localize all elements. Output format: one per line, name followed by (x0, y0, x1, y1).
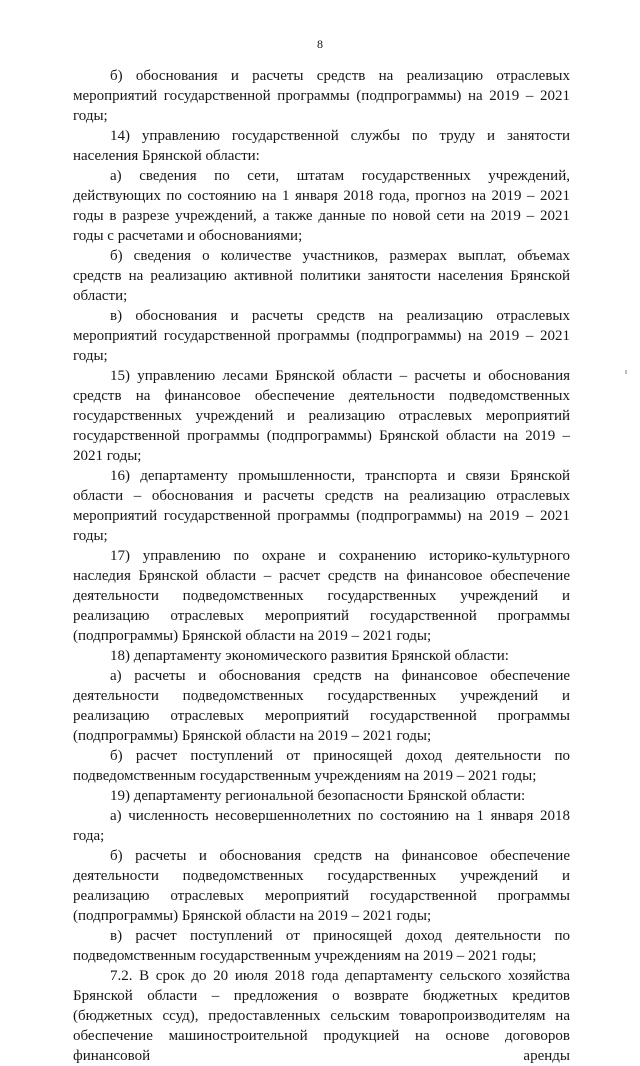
paragraph: в) расчет поступлений от приносящей доход деятельности по подведомственным государственным учреждениям на 2019 – 2021 годы; (73, 928, 570, 964)
page-number: 8 (317, 37, 323, 51)
scan-speck (625, 370, 627, 374)
paragraph: 16) департаменту промышленности, транспорта и связи Брянской области – обоснования и расчеты средств на реализацию отраслевых мероприятий государственной программы (подпрограммы) на 2019 – 2021 годы; (73, 468, 570, 544)
document-body (73, 66, 570, 1066)
paragraph: 7.2. В срок до 20 июля 2018 года департаменту сельского хозяйства Брянской области – предложения о возврате бюджетных кредитов (бюджетных ссуд), предоставленных сельским товаропроизводителям на обеспечение машиностроительной продукцией на основе договоров финансовой аренды (73, 968, 570, 1064)
paragraph: 15) управлению лесами Брянской области – расчеты и обоснования средств на финансовое обеспечение деятельности подведомственных государственных учреждений и реализацию отраслевых мероприятий государственной программы (подпрограммы) Брянской области на 2019 – 2021 годы; (73, 368, 570, 464)
paragraph: а) численность несовершеннолетних по состоянию на 1 января 2018 года; (73, 808, 570, 844)
paragraph: 17) управлению по охране и сохранению историко-культурного наследия Брянской области – расчет средств на финансовое обеспечение деятельности подведомственных государственных учреждений и реализацию отраслевых мероприятий государственной программы (подпрограммы) Брянской области на 2019 – 2021 годы; (73, 548, 570, 644)
paragraph: а) сведения по сети, штатам государственных учреждений, действующих по состоянию на 1 января 2018 года, прогноз на 2019 – 2021 годы в разрезе учреждений, а также данные по новой сети на 2019 – 2021 годы с расчетами и обоснованиями; (73, 168, 570, 244)
paragraph: б) расчеты и обоснования средств на финансовое обеспечение деятельности подведомственных государственных учреждений и реализацию отраслевых мероприятий государственной программы (подпрограммы) Брянской области на 2019 – 2021 годы; (73, 848, 570, 924)
paragraph: б) расчет поступлений от приносящей доход деятельности по подведомственным государственным учреждениям на 2019 – 2021 годы; (73, 748, 570, 784)
paragraph: б) обоснования и расчеты средств на реализацию отраслевых мероприятий государственной программы (подпрограммы) на 2019 – 2021 годы; (73, 68, 570, 124)
paragraph: 18) департаменту экономического развития Брянской области: (110, 648, 509, 664)
paragraph: 14) управлению государственной службы по труду и занятости населения Брянской области: (73, 128, 570, 164)
paragraph: а) расчеты и обоснования средств на финансовое обеспечение деятельности подведомственных государственных учреждений и реализацию отраслевых мероприятий государственной программы (подпрограммы) Брянской области на 2019 – 2021 годы; (73, 668, 570, 744)
paragraph: б) сведения о количестве участников, размерах выплат, объемах средств на реализацию активной политики занятости населения Брянской области; (73, 248, 570, 304)
paragraph: 19) департаменту региональной безопасности Брянской области: (110, 788, 526, 804)
paragraph: в) обоснования и расчеты средств на реализацию отраслевых мероприятий государственной программы (подпрограммы) на 2019 – 2021 годы; (73, 308, 570, 364)
